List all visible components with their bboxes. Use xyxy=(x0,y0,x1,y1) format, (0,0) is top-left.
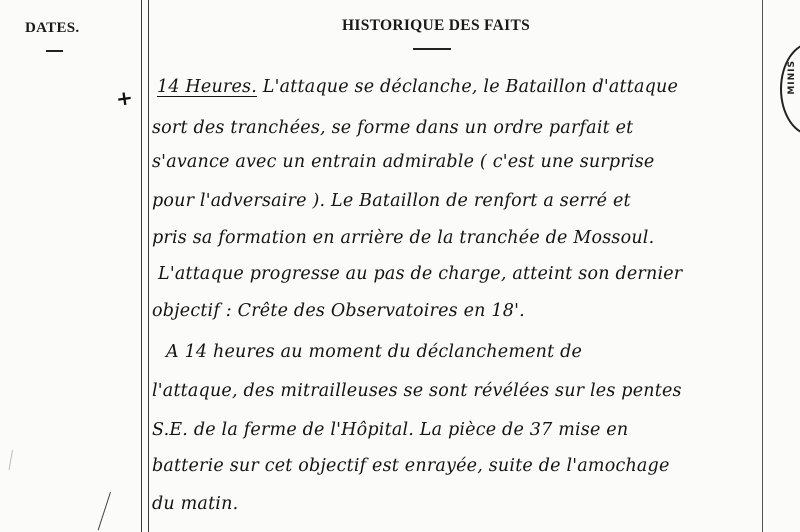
entry-line: du matin. xyxy=(152,494,239,514)
faint-mark xyxy=(9,450,14,470)
archive-stamp-text: MINIS xyxy=(787,60,797,95)
entry-line-text: L'attaque se déclanche, le Bataillon d'attaque xyxy=(257,77,679,97)
pen-stroke xyxy=(98,492,111,530)
entry-line: batterie sur cet objectif est enrayée, suite de l'amochage xyxy=(152,456,670,476)
entry-line: sort des tranchées, se forme dans un ordre parfait et xyxy=(152,118,634,138)
entry-line: l'attaque, des mitrailleuses se sont révélées sur les pentes xyxy=(152,381,682,401)
entry-line: A 14 heures au moment du déclanchement de xyxy=(166,342,583,362)
entry-line xyxy=(157,77,762,97)
dates-column-header: DATES. xyxy=(25,20,80,36)
history-column-header: HISTORIQUE DES FAITS xyxy=(342,17,531,34)
column-divider-left xyxy=(141,0,142,532)
entry-line: pour l'adversaire ). Le Bataillon de renfort a serré et xyxy=(152,191,631,211)
entry-line: objectif : Crête des Observatoires en 18'. xyxy=(152,301,525,321)
entry-line: S.E. de la ferme de l'Hôpital. La pièce de 37 mise en xyxy=(152,420,629,440)
entry-line: L'attaque progresse au pas de charge, atteint son dernier xyxy=(158,264,683,284)
entry-line: s'avance avec un entrain admirable ( c'est une surprise xyxy=(152,152,655,172)
entry-line: pris sa formation en arrière de la tranchée de Mossoul. xyxy=(152,228,655,248)
entry-time-label: 14 Heures. xyxy=(157,77,257,97)
dates-header-rule xyxy=(46,50,63,52)
column-divider-right xyxy=(148,0,149,532)
history-header-rule xyxy=(413,48,451,50)
margin-mark: + xyxy=(114,84,135,112)
